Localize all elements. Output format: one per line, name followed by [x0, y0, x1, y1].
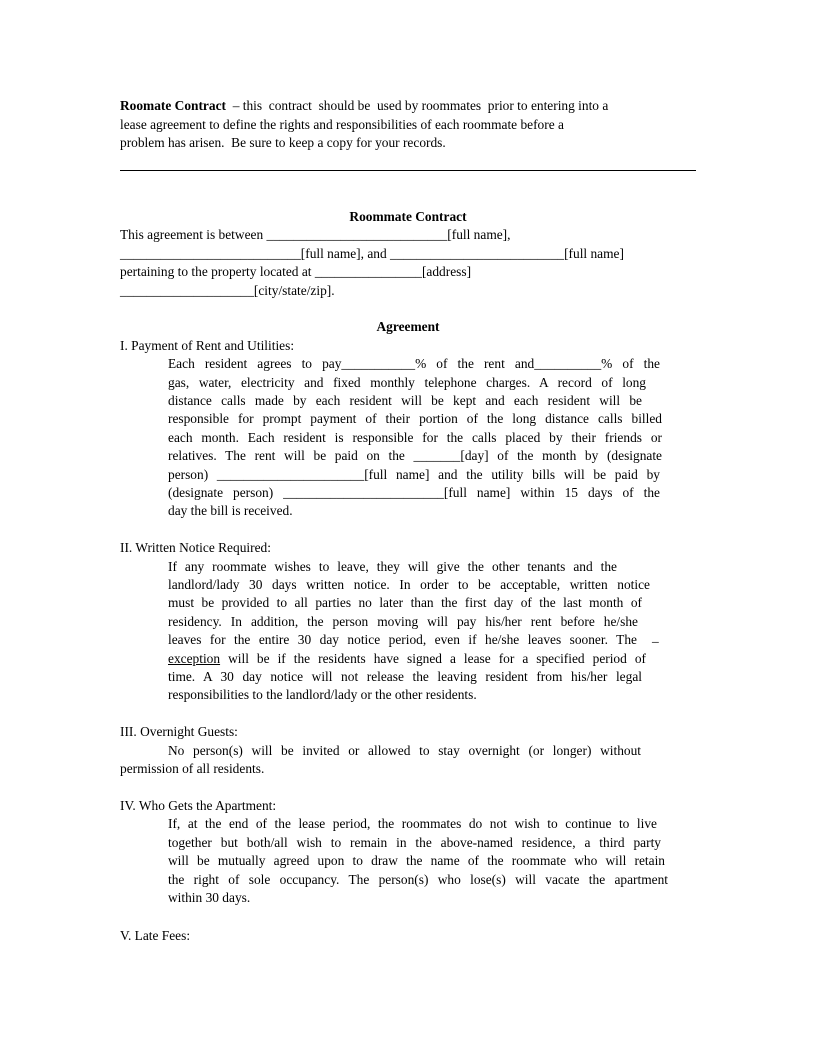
section-2-line: residency. In addition, the person moving will pay his/her rent before he/she: [168, 614, 638, 629]
section-1-line: day the bill is received.: [168, 503, 293, 518]
contract-line-4: ____________________[city/state/zip].: [120, 283, 335, 298]
intro-line-3: problem has arisen. Be sure to keep a copy for your records.: [120, 135, 446, 150]
section-4-line: the right of sole occupancy. The person(s) who lose(s) will vacate the apartment: [168, 872, 668, 887]
section-1-line: distance calls made by each resident will be kept and each resident will be: [168, 393, 642, 408]
divider-rule: [120, 170, 696, 171]
section-4-title: IV. Who Gets the Apartment:: [120, 798, 277, 813]
section-1-line: person) ______________________[full name] and the utility bills will be paid by: [168, 467, 660, 482]
agreement-heading: Agreement: [376, 319, 440, 334]
section-3-title: III. Overnight Guests:: [120, 724, 238, 739]
section-3-line: permission of all residents.: [120, 761, 265, 776]
margin-mark: _: [652, 629, 659, 644]
contract-heading: Roommate Contract: [349, 209, 467, 224]
contract-line-3: pertaining to the property located at ________________[address]: [120, 264, 472, 279]
section-2-line: If any roommate wishes to leave, they will give the other tenants and the: [168, 559, 617, 574]
section-1-line: Each resident agrees to pay___________% of the rent and__________% of the: [168, 356, 660, 371]
section-4-line: together but both/all wish to remain in the above-named residence, a third party: [168, 835, 661, 850]
section-5-title: V. Late Fees:: [120, 928, 191, 943]
section-1-line: responsible for prompt payment of their portion of the long distance calls billed: [168, 411, 662, 426]
section-3-line: No person(s) will be invited or allowed to stay overnight (or longer) without: [168, 743, 641, 758]
section-2-line-rest: will be if the residents have signed a lease for a specified period of: [228, 651, 646, 666]
section-2-line: time. A 30 day notice will not release the leaving resident from his/her legal: [168, 669, 642, 684]
section-1-line: each month. Each resident is responsible for the calls placed by their friends or: [168, 430, 662, 445]
section-4-line: If, at the end of the lease period, the roommates do not wish to continue to live: [168, 816, 657, 831]
exception-word: exception: [168, 651, 221, 666]
section-2-line: [168, 650, 646, 668]
contract-line-1: This agreement is between ___________________________[full name],: [120, 227, 511, 242]
intro-line-2: lease agreement to define the rights and responsibilities of each roommate before a: [120, 117, 564, 132]
intro-line-1: [120, 97, 608, 115]
section-1-line: relatives. The rent will be paid on the _______[day] of the month by (designate: [168, 448, 662, 463]
section-2-line: must be provided to all parties no later than the first day of the last month of: [168, 595, 642, 610]
section-2-line: responsibilities to the landlord/lady or the other residents.: [168, 687, 477, 702]
intro-line-1-rest: – this contract should be used by roommates prior to entering into a: [232, 98, 609, 113]
section-1-line: (designate person) ________________________[full name] within 15 days of the: [168, 485, 660, 500]
section-2-title: II. Written Notice Required:: [120, 540, 271, 555]
section-2-line: leaves for the entire 30 day notice period, even if he/she leaves sooner. The: [168, 632, 637, 647]
intro-title: Roomate Contract: [120, 98, 226, 113]
contract-line-2: ___________________________[full name], and __________________________[full name]: [120, 246, 624, 261]
section-4-line: within 30 days.: [168, 890, 251, 905]
section-1-title: I. Payment of Rent and Utilities:: [120, 338, 295, 353]
section-1-line: gas, water, electricity and fixed monthly telephone charges. A record of long: [168, 375, 646, 390]
section-2-line: landlord/lady 30 days written notice. In order to be acceptable, written notice: [168, 577, 650, 592]
section-4-line: will be mutually agreed upon to draw the name of the roommate who will retain: [168, 853, 665, 868]
